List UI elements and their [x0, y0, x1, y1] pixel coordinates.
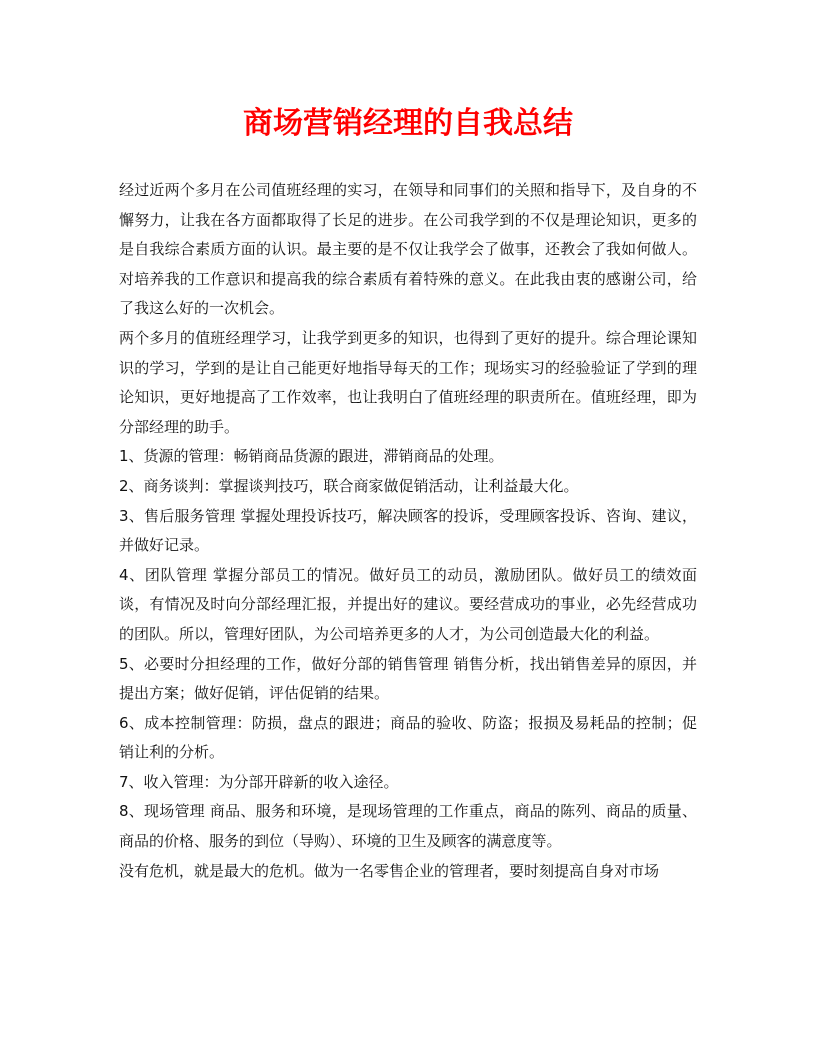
paragraph-study: 两个多月的值班经理学习，让我学到更多的知识，也得到了更好的提升。综合理论课知识的学习，学到的是让自己能更好地指导每天的工作；现场实习的经验验证了学到的理论知识，更好地提高了工作效率，也让我明白了值班经理的职责所在。值班经理，即为分部经理的助手。	[119, 328, 697, 436]
list-item-6: 6、成本控制管理：防损，盘点的跟进；商品的验收、防盗；报损及易耗品的控制；促销让利的分析。	[119, 713, 697, 762]
list-item-8: 8、现场管理 商品、服务和环境，是现场管理的工作重点，商品的陈列、商品的质量、商品的价格、服务的到位（导购）、环境的卫生及顾客的满意度等。	[119, 802, 697, 851]
paragraph-crisis: 没有危机，就是最大的危机。做为一名零售企业的管理者，要时刻提高自身对市场	[119, 861, 660, 880]
list-item-1: 1、货源的管理：畅销商品货源的跟进，滞销商品的处理。	[119, 447, 504, 466]
document-title: 商场营销经理的自我总结	[243, 106, 573, 141]
list-item-2: 2、商务谈判：掌握谈判技巧，联合商家做促销活动，让利益最大化。	[119, 476, 579, 495]
list-item-3: 3、售后服务管理 掌握处理投诉技巧，解决顾客的投诉，受理顾客投诉、咨询、建议，并做好记录。	[119, 506, 697, 555]
document-body	[119, 176, 697, 886]
list-item-5: 5、必要时分担经理的工作，做好分部的销售管理 销售分析，找出销售差异的原因，并提出方案；做好促销，评估促销的结果。	[119, 654, 697, 703]
list-item-4: 4、团队管理 掌握分部员工的情况。做好员工的动员，激励团队。做好员工的绩效面谈，有情况及时向分部经理汇报，并提出好的建议。要经营成功的事业，必先经营成功的团队。所以，管理好团队，为公司培养更多的人才，为公司创造最大化的利益。	[119, 565, 697, 643]
paragraph-intro: 经过近两个多月在公司值班经理的实习，在领导和同事们的关照和指导下，及自身的不懈努力，让我在各方面都取得了长足的进步。在公司我学到的不仅是理论知识，更多的是自我综合素质方面的认识。最主要的是不仅让我学会了做事，还教会了我如何做人。对培养我的工作意识和提高我的综合素质有着特殊的意义。在此我由衷的感谢公司，给了我这么好的一次机会。	[119, 181, 697, 318]
list-item-7: 7、收入管理：为分部开辟新的收入途径。	[119, 772, 399, 791]
